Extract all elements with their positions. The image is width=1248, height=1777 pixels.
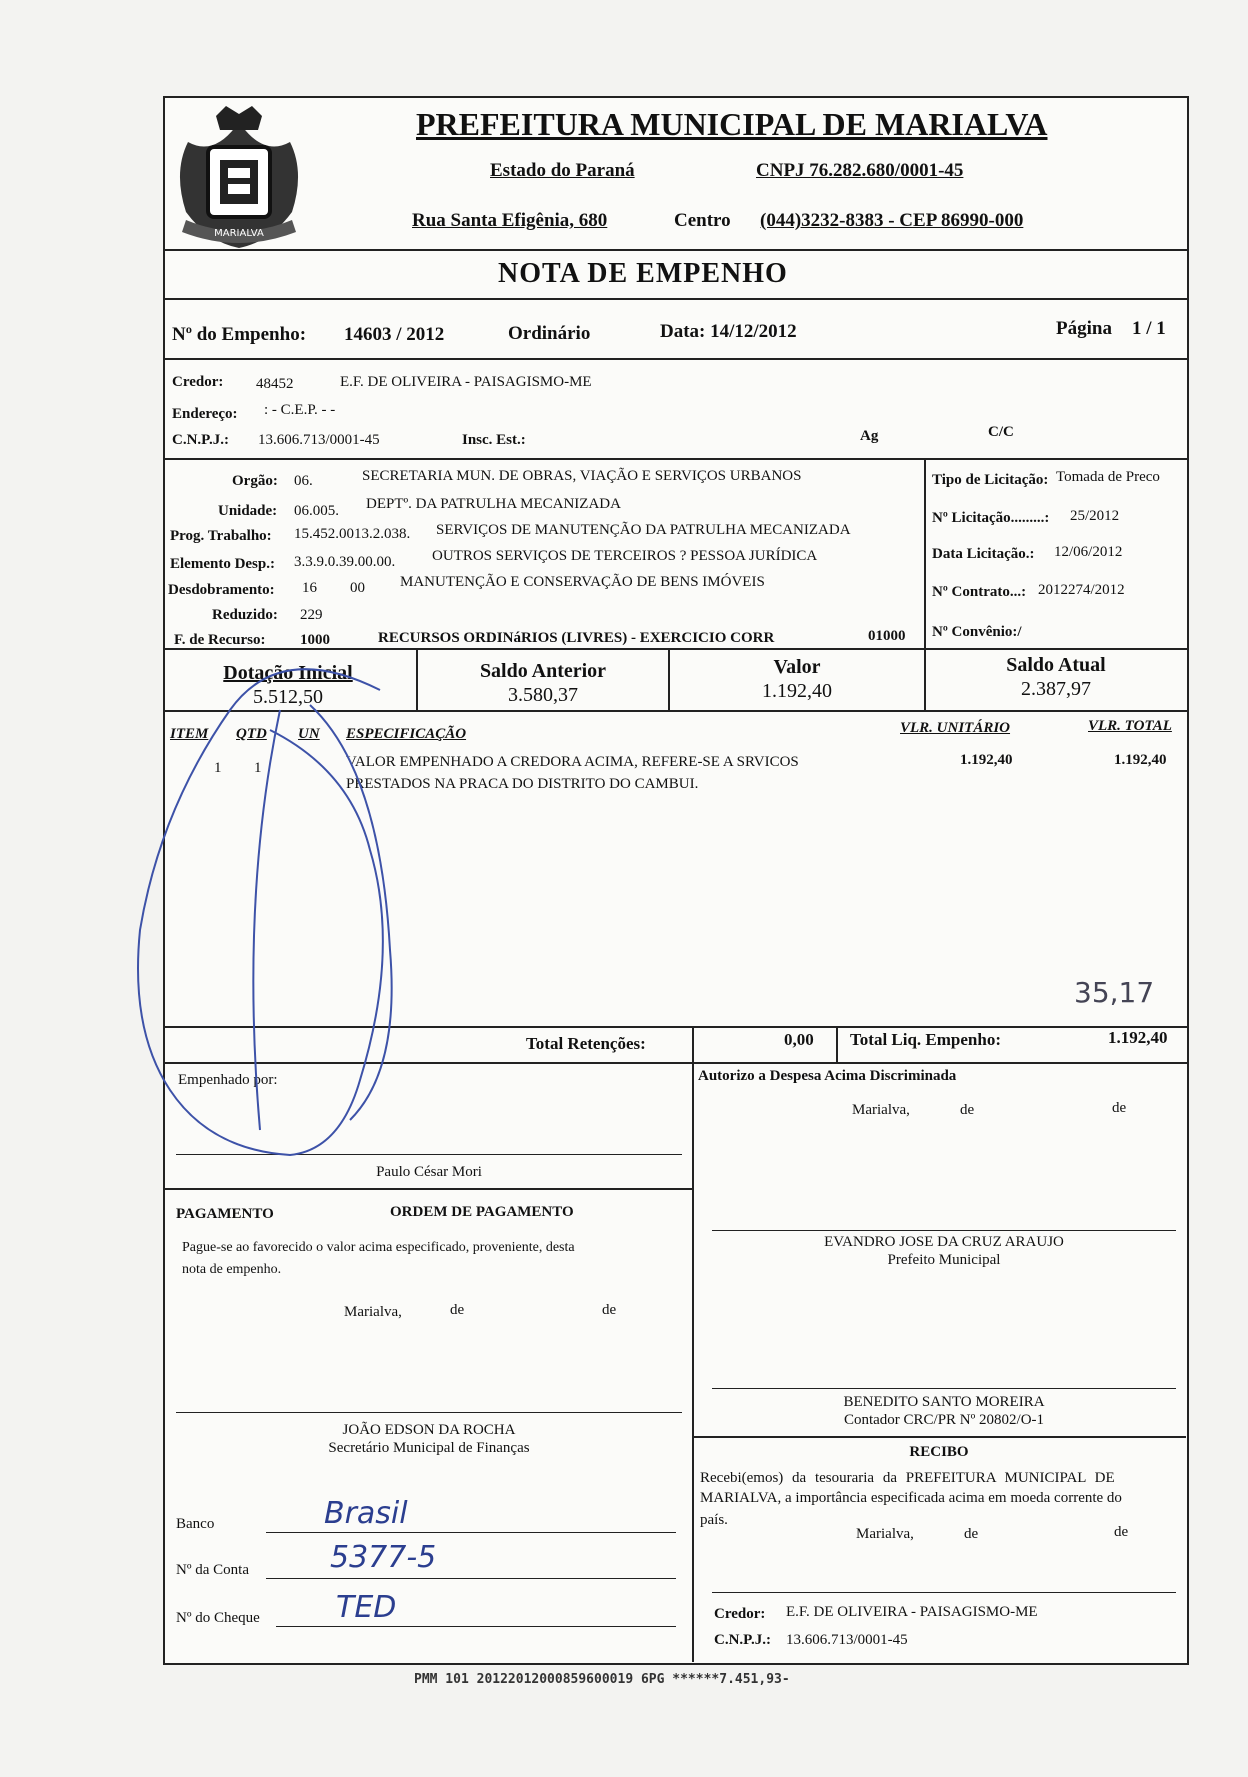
coat-of-arms-icon [168, 102, 310, 252]
address-value: : - C.E.P. - - [264, 402, 336, 418]
pagamento-text-2: nota de empenho. [182, 1262, 282, 1277]
state-name: Estado do Paraná [490, 160, 635, 181]
secretario-title: Secretário Municipal de Finanças [328, 1440, 530, 1456]
elemento-code: 3.3.9.0.39.00.00. [294, 554, 396, 570]
elemento-label: Elemento Desp.: [170, 556, 275, 572]
municipal-seal [168, 102, 310, 252]
credor-label: Credor: [172, 374, 224, 390]
total-retencoes-label: Total Retenções: [526, 1034, 646, 1053]
contrato-label: Nº Contrato...: [932, 584, 1027, 600]
col-vlr-unitario: VLR. UNITÁRIO [900, 720, 1011, 736]
prog-label: Prog. Trabalho: [170, 528, 272, 544]
num-licitacao: 25/2012 [1070, 508, 1120, 524]
fonte-number: 01000 [868, 628, 906, 644]
handwritten-signature [80, 650, 480, 1210]
prefeito-title: Prefeito Municipal [887, 1252, 1001, 1268]
prog-code: 15.452.0013.2.038. [294, 526, 411, 542]
autorizo-de-2: de [1112, 1100, 1127, 1116]
banco-label: Banco [176, 1516, 215, 1532]
page-number: 1 / 1 [1132, 318, 1166, 339]
empenhado-por-name: Paulo César Mori [376, 1164, 482, 1180]
recibo-credor-label: Credor: [714, 1606, 766, 1622]
desdobramento-label: Desdobramento: [168, 582, 275, 598]
conta-label: Nº da Conta [176, 1562, 249, 1578]
document-title: NOTA DE EMPENHO [498, 258, 788, 289]
recibo-line-2: MARIALVA, a importância especificada acima em moeda corrente do [700, 1490, 1122, 1506]
municipality-cnpj: CNPJ 76.282.680/0001-45 [756, 160, 964, 181]
unidade-desc: DEPTº. DA PATRULHA MECANIZADA [366, 496, 621, 512]
total-retencoes-value: 0,00 [784, 1030, 814, 1049]
desdobramento-desc: MANUTENÇÃO E CONSERVAÇÃO DE BENS IMÓVEIS [400, 574, 765, 590]
unidade-code: 06.005. [294, 503, 339, 519]
ordem-pagamento-label: ORDEM DE PAGAMENTO [390, 1204, 574, 1220]
recibo-cnpj: 13.606.713/0001-45 [786, 1632, 908, 1648]
credor-name: E.F. DE OLIVEIRA - PAISAGISMO-ME [340, 374, 592, 390]
item-desc-line-2: PRESTADOS NA PRACA DO DISTRITO DO CAMBUI. [346, 776, 699, 792]
tipo-licitacao-label: Tipo de Licitação: [932, 472, 1049, 488]
empenho-type: Ordinário [508, 323, 591, 344]
cheque-handwritten: TED [336, 1590, 397, 1625]
address-label: Endereço: [172, 406, 238, 422]
secretario-name: JOÃO EDSON DA ROCHA [342, 1422, 516, 1438]
col-qtd: QTD [236, 726, 267, 742]
conta-handwritten: 5377-5 [330, 1540, 437, 1575]
dotacao-inicial-label: Dotação Inicial [223, 662, 353, 684]
fonte-desc: RECURSOS ORDINáRIOS (LIVRES) - EXERCICIO CORR [378, 630, 775, 646]
empenho-date: Data: 14/12/2012 [660, 321, 797, 342]
unidade-label: Unidade: [218, 503, 278, 519]
col-vlr-total: VLR. TOTAL [1088, 718, 1172, 734]
saldo-atual-value: 2.387,97 [1021, 678, 1091, 700]
fonte-code: 1000 [300, 632, 330, 648]
col-item: ITEM [170, 726, 209, 742]
item-desc-line-1: VALOR EMPENHADO A CREDORA ACIMA, REFERE-SE A SRVICOS [346, 754, 799, 770]
data-licitacao-label: Data Licitação.: [932, 546, 1035, 562]
col-un: UN [298, 726, 320, 742]
recibo-credor-name: E.F. DE OLIVEIRA - PAISAGISMO-ME [786, 1604, 1038, 1620]
desdobramento-code-2: 00 [350, 580, 365, 596]
tipo-licitacao: Tomada de Preco [1056, 469, 1160, 485]
pagamento-de-2: de [602, 1302, 617, 1318]
recibo-cnpj-label: C.N.P.J.: [714, 1632, 771, 1648]
total-liq-label: Total Liq. Empenho: [850, 1030, 1001, 1049]
autorizo-place: Marialva, [852, 1102, 910, 1118]
reduzido-label: Reduzido: [212, 607, 278, 623]
desdobramento-code-1: 16 [302, 580, 317, 596]
total-liq-value: 1.192,40 [1108, 1028, 1168, 1047]
saldo-anterior-label: Saldo Anterior [479, 660, 607, 682]
dotacao-inicial-value: 5.512,50 [253, 686, 323, 708]
data-licitacao: 12/06/2012 [1054, 544, 1123, 560]
pagamento-text-1: Pague-se ao favorecido o valor acima especificado, proveniente, desta [182, 1240, 575, 1255]
credor-code: 48452 [256, 376, 294, 392]
insc-est-label: Insc. Est.: [462, 432, 526, 448]
saldo-anterior-value: 3.580,37 [508, 684, 578, 706]
empenho-number-label: Nº do Empenho: [172, 324, 307, 345]
num-licitacao-label: Nº Licitação.........: [932, 510, 1050, 526]
banco-handwritten: Brasil [324, 1496, 408, 1531]
col-especificacao: ESPECIFICAÇÃO [346, 726, 467, 742]
fonte-label: F. de Recurso: [174, 632, 266, 648]
ag-label: Ag [860, 428, 879, 444]
recibo-label: RECIBO [909, 1444, 969, 1460]
cheque-label: Nº do Cheque [176, 1610, 260, 1626]
district: Centro [674, 210, 731, 231]
recibo-line-1: Recebi(emos) da tesouraria da PREFEITURA MUNICIPAL DE [700, 1470, 1115, 1486]
convenio-label: Nº Convênio:/ [932, 624, 1022, 640]
orgao-label: Orgão: [232, 473, 278, 489]
autorizo-label: Autorizo a Despesa Acima Discriminada [698, 1068, 957, 1084]
item-qtd: 1 [254, 760, 262, 776]
handwritten-note: 35,17 [1074, 976, 1155, 1009]
credor-cnpj: 13.606.713/0001-45 [258, 432, 380, 448]
pagamento-de-1: de [450, 1302, 465, 1318]
street-address: Rua Santa Efigênia, 680 [412, 210, 608, 231]
orgao-desc: SECRETARIA MUN. DE OBRAS, VIAÇÃO E SERVIÇOS URBANOS [362, 468, 802, 484]
barcode-text: PMM 101 20122012000859600019 6PG ******7.451,93- [414, 1672, 790, 1687]
recibo-de-1: de [964, 1526, 979, 1542]
orgao-code: 06. [294, 473, 313, 489]
valor-label: Valor [773, 656, 821, 678]
pagamento-label: PAGAMENTO [176, 1206, 274, 1222]
prog-desc: SERVIÇOS DE MANUTENÇÃO DA PATRULHA MECANIZADA [436, 522, 851, 538]
contador-name: BENEDITO SANTO MOREIRA [843, 1394, 1045, 1410]
recibo-de-2: de [1114, 1524, 1129, 1540]
item-unit-value: 1.192,40 [960, 752, 1013, 768]
seal-text: MARIALVA [214, 228, 264, 239]
reduzido-value: 229 [300, 607, 323, 623]
item-total-value: 1.192,40 [1114, 752, 1167, 768]
valor-value: 1.192,40 [762, 680, 832, 702]
cc-label: C/C [988, 424, 1014, 440]
item-number: 1 [214, 760, 222, 776]
autorizo-de-1: de [960, 1102, 975, 1118]
contrato-number: 2012274/2012 [1038, 582, 1125, 598]
pagamento-place: Marialva, [344, 1304, 402, 1320]
phone-cep: (044)3232-8383 - CEP 86990-000 [760, 210, 1024, 231]
elemento-desc: OUTROS SERVIÇOS DE TERCEIROS ? PESSOA JURÍDICA [432, 548, 818, 564]
empenhado-por-label: Empenhado por: [178, 1072, 278, 1088]
recibo-line-3: país. [700, 1512, 728, 1528]
credor-cnpj-label: C.N.P.J.: [172, 432, 229, 448]
contador-title: Contador CRC/PR Nº 20802/O-1 [843, 1412, 1045, 1428]
empenho-number: 14603 / 2012 [344, 324, 445, 345]
recibo-place: Marialva, [856, 1526, 914, 1542]
prefeito-name: EVANDRO JOSE DA CRUZ ARAUJO [824, 1234, 1064, 1250]
saldo-atual-label: Saldo Atual [1006, 654, 1106, 676]
municipality-title: PREFEITURA MUNICIPAL DE MARIALVA [416, 106, 1048, 142]
page-label: Página [1056, 318, 1112, 339]
